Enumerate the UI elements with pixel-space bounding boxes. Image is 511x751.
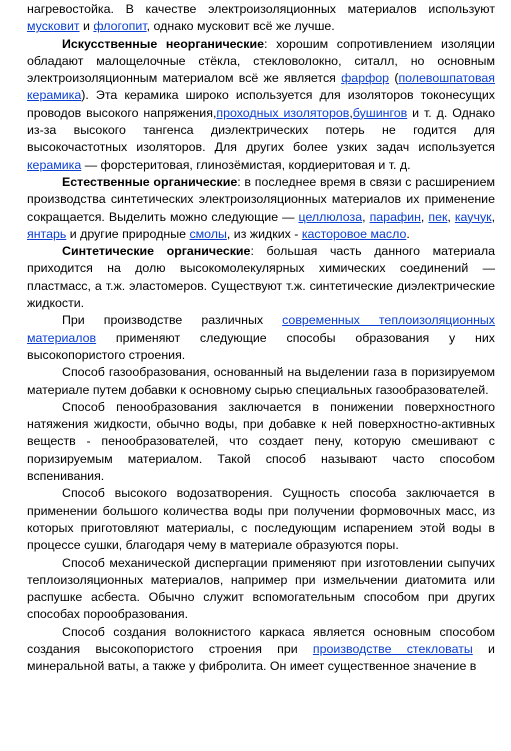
paragraph: [27, 399, 495, 485]
inline-link[interactable]: современных теплоизоляционных материалов: [27, 313, 496, 345]
inline-link[interactable]: бушингов: [352, 105, 408, 120]
inline-link[interactable]: фарфор: [341, 71, 390, 86]
text-run: и другие природные: [66, 226, 190, 241]
inline-link[interactable]: парафин: [369, 209, 421, 224]
text-run: — форстеритовая, глинозёмистая, кордиеритовая и т. д.: [81, 157, 411, 172]
inline-link[interactable]: полевошпатовая керамика: [27, 71, 495, 103]
inline-link[interactable]: каучук: [454, 209, 492, 224]
paragraph: [27, 555, 495, 624]
text-run: ,: [362, 209, 370, 224]
inline-link[interactable]: пек: [428, 209, 448, 224]
text-run: : большая часть данного материала приходится на долю высокомолекулярных химических соединений — пластмасс, а т.ж. эластомеров. Существуют т.ж. синтетические диэлектрические жидкости.: [27, 244, 495, 311]
paragraph: [27, 36, 495, 174]
text-run: ,: [420, 209, 429, 224]
inline-link[interactable]: производстве стекловаты: [312, 641, 473, 656]
bold-term: Искусственные неорганические: [62, 36, 265, 51]
text-run: Способ газообразования, основанный на выделении газа в поризируемом материале путем добавки к основному сырью специальных газообразователей.: [27, 365, 495, 397]
paragraph: [27, 1, 495, 36]
paragraph: [27, 624, 495, 676]
text-run: : в последнее время в связи с расширением производства синтетических электроизоляционных материалов их применение сокращается. Выделить можно следующие —: [27, 174, 495, 224]
inline-link[interactable]: флогопит: [93, 19, 147, 34]
inline-link[interactable]: мусковит: [27, 19, 80, 34]
text-run: ). Эта керамика широко используется для изоляторов токонесущих проводов высокого напряжения,: [27, 88, 495, 120]
text-run: Способ механической диспергации применяют при изготовлении сыпучих теплоизоляционных материалов, например при измельчении диатомита или распушке асбеста. Обычно служит вспомогательным способом при других способах порообразования.: [27, 555, 495, 622]
text-run: , однако мусковит всё же лучше.: [146, 19, 335, 34]
text-run: применяют следующие способы образования у них высокопористого строения.: [27, 330, 495, 362]
inline-link[interactable]: керамика: [27, 157, 82, 172]
inline-link[interactable]: смолы: [189, 226, 227, 241]
text-run: (: [389, 71, 399, 86]
text-run: Способ пенообразования заключается в понижении поверхностного натяжения жидкости, обычно воды, при добавке к ней поверхностно-активных веществ - пенообразователей, что создает пену, которую смешивают с поризируемым материалом. Такой способ называют часто способом вспенивания.: [27, 399, 495, 484]
text-run: .: [406, 226, 410, 241]
text-run: ,: [491, 209, 496, 224]
document-body: [27, 1, 495, 676]
text-run: Способ создания волокнистого каркаса является основным способом создания высокопористого строения при: [27, 624, 495, 656]
paragraph: [27, 174, 495, 243]
text-run: и минеральной ваты, а также у фибролита. Он имеет существенное значение в: [27, 641, 495, 674]
bold-term: Естественные органические: [62, 174, 238, 189]
text-run: и т. д. Однако из-за высокого тангенса диэлектрических потерь не годится для высокочастотных изоляторов. Для других более узких задач используется: [27, 105, 495, 155]
text-run: ,: [447, 209, 455, 224]
inline-link[interactable]: проходных изоляторов: [216, 105, 350, 120]
text-run: , из жидких -: [226, 226, 302, 241]
text-run: : хорошим сопротивлением изоляции обладают малощелочные стёкла, стекловолокно, ситалл, но основным электроизоляционным материалом всё же является: [27, 36, 495, 86]
text-run: При производстве различных: [62, 313, 283, 328]
paragraph: [27, 312, 495, 364]
text-run: нагревостойка. В качестве электроизоляционных материалов используют: [27, 2, 495, 16]
text-run: и: [79, 19, 94, 34]
paragraph: [27, 364, 495, 399]
bold-term: Синтетические органические: [62, 244, 251, 259]
inline-link[interactable]: янтарь: [27, 226, 67, 241]
inline-link[interactable]: целлюлоза: [298, 209, 363, 224]
paragraph: [27, 485, 495, 554]
paragraph: [27, 243, 495, 312]
inline-link[interactable]: касторовое масло: [301, 226, 407, 241]
text-run: Способ высокого водозатворения. Сущность способа заключается в применении большого количества воды при получении формовочных масс, из которых приготовляют материалы, с последующим испарением этой воды в процессе сушки, благодаря чему в материале образуются поры.: [27, 486, 495, 553]
text-run: ,: [349, 105, 353, 120]
